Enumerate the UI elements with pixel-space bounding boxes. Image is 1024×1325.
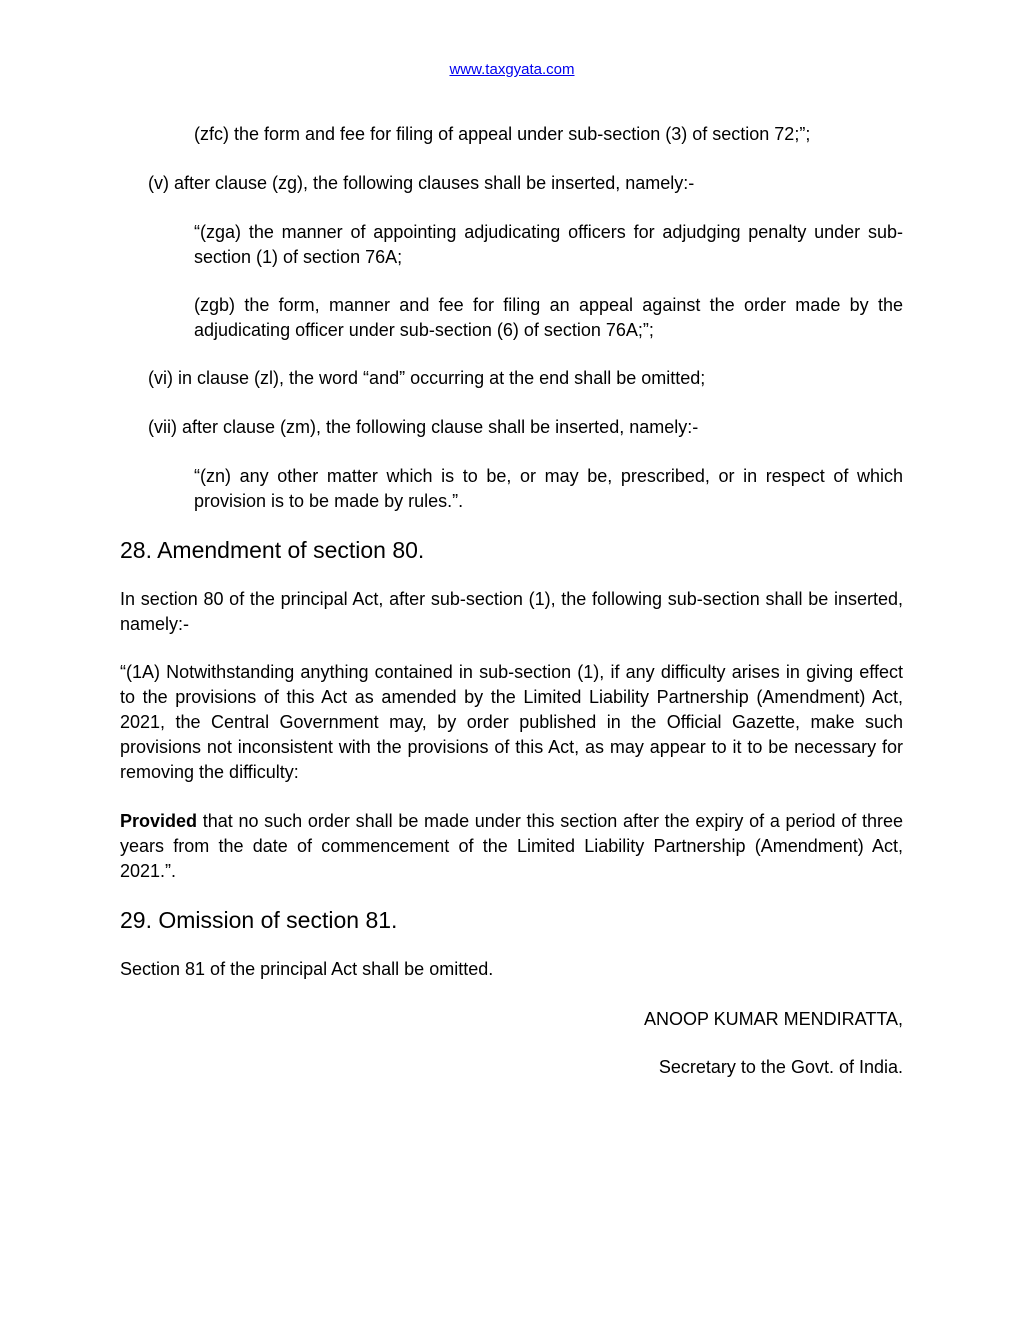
clause-zfc-paragraph: (zfc) the form and fee for filing of appeal under sub-section (3) of section 72;”; (194, 124, 811, 144)
section-28-intro-paragraph: In section 80 of the principal Act, after sub-section (1), the following sub-section shall be inserted, namely:- (120, 589, 903, 634)
signatory-name: ANOOP KUMAR MENDIRATTA, (643, 1009, 903, 1029)
proviso-bold-label: Provided (120, 811, 198, 831)
item-vii-paragraph: (vii) after clause (zm), the following clause shall be inserted, namely:- (148, 417, 699, 437)
item-vi-paragraph: (vi) in clause (zl), the word “and” occurring at the end shall be omitted; (148, 368, 706, 388)
proviso-text: that no such order shall be made under this section after the expiry of a period of three years from the date of commencement of the Limited Liability Partnership (Amendment) Act, 2021.”. (120, 811, 903, 881)
section-28-body-paragraph: “(1A) Notwithstanding anything contained in sub-section (1), if any difficulty arises in giving effect to the provisions of this Act as amended by the Limited Liability Partnership (Amendment) Act, 2021, the Central Government may, by order published in the Official Gazette, make such provisions not inconsistent with the provisions of this Act, as may appear to it to be necessary for removing the difficulty: (120, 662, 903, 782)
clause-zn-paragraph: “(zn) any other matter which is to be, or may be, prescribed, or in respect of which provision is to be made by rules.”. (194, 466, 903, 511)
section-28-heading: 28. Amendment of section 80. (120, 537, 425, 563)
header-website-link[interactable]: www.taxgyata.com (449, 61, 575, 78)
clause-zga-paragraph: “(zga) the manner of appointing adjudicating officers for adjudging penalty under sub-section (1) of section 76A; (194, 222, 903, 267)
clause-zgb-paragraph: (zgb) the form, manner and fee for filing an appeal against the order made by the adjudicating officer under sub-section (6) of section 76A;”; (194, 295, 903, 340)
signatory-title: Secretary to the Govt. of India. (658, 1057, 903, 1077)
item-v-paragraph: (v) after clause (zg), the following clauses shall be inserted, namely:- (148, 173, 695, 193)
section-29-heading: 29. Omission of section 81. (120, 907, 398, 933)
section-28-proviso-paragraph (120, 809, 903, 884)
section-29-body-paragraph: Section 81 of the principal Act shall be omitted. (120, 959, 494, 979)
